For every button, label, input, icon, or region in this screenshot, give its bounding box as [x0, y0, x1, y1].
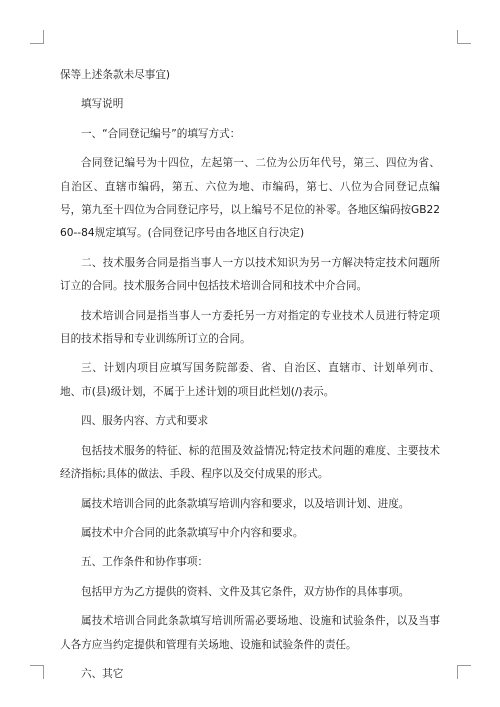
crop-mark-bottom-right — [457, 665, 471, 679]
paragraph: 合同登记编号为十四位，左起第一、二位为公历年代号，第三、四位为省、自治区、直辖市编码，第五、六位为地、市编码，第七、八位为合同登记点编号，第九至十四位为合同登记序号，以上编号不足位的补零。各地区编码按GB2260--84规定填写。(合同登记序号由各地区自行决定) — [60, 157, 440, 240]
paragraph: 属技术中介合同的此条款填写中介内容和要求。 — [81, 526, 304, 539]
paragraph: 技术培训合同是指当事人一方委托另一方对指定的专业技术人员进行特定项目的技术指导和专业训练所订立的合同。 — [60, 309, 440, 346]
section-heading-4: 四、服务内容、方式和要求 — [81, 415, 209, 428]
crop-mark-bottom-left — [30, 665, 44, 679]
document-body — [60, 64, 440, 692]
paragraph: 属技术培训合同此条款填写培训所需必要场地、设施和试验条件，以及当事人各方应当约定提供和管理有关场地、设施和试验条件的责任。 — [60, 615, 440, 651]
crop-mark-top-left — [30, 30, 44, 44]
paragraph: 包括技术服务的特征、标的范围及效益情况;特定技术问题的难度、主要技术经济指标;具体的做法、手段、程序以及交付成果的形式。 — [60, 444, 440, 481]
section-heading-6: 六、其它 — [81, 667, 124, 680]
paragraph: 属技术培训合同的此条款填写培训内容和要求，以及培训计划、进度。 — [81, 497, 410, 510]
crop-mark-top-right — [457, 30, 471, 44]
paragraph: 三、计划内项目应填写国务院部委、省、自治区、直辖市、计划单列市、地、市(县)级计划，不属于上述计划的项目此栏划(/)表示。 — [60, 362, 440, 398]
section-heading-1: 一、“合同登记编号”的填写方式： — [81, 127, 241, 140]
section-heading-instructions: 填写说明 — [81, 98, 124, 111]
paragraph: 二、技术服务合同是指当事人一方以技术知识为另一方解决特定技术问题所订立的合同。技术服务合同中包括技术培训合同和技术中介合同。 — [60, 256, 440, 293]
paragraph: 包括甲方为乙方提供的资料、文件及其它条件，双方协作的具体事项。 — [81, 585, 410, 598]
paragraph-continuation: 保等上述条款未尽事宜) — [60, 69, 171, 81]
section-heading-5: 五、工作条件和协作事项： — [81, 556, 209, 569]
